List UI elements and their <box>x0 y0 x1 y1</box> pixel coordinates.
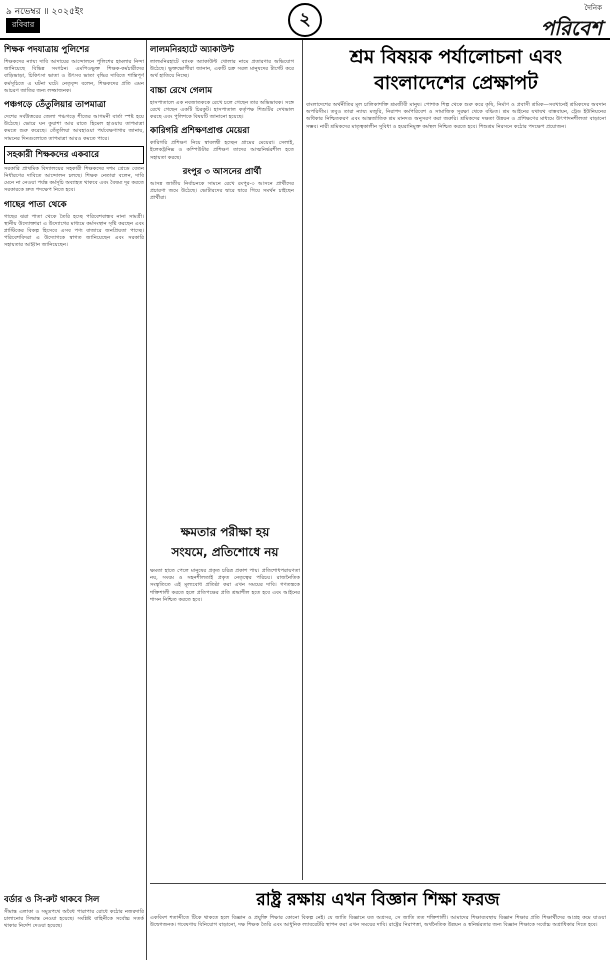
headline: শিক্ষক পদযাত্রায় পুলিশের <box>4 45 90 55</box>
headline-line-1: শ্রম বিষয়ক পর্যালোচনা এবং <box>306 44 606 70</box>
article-body: ক্ষমতা হাতে পেলে মানুষের প্রকৃত চরিত্র প্রকাশ পায়। প্রতিশোধপরায়ণতা নয়, সংযম ও সহনশীলতাই প্রকৃত নেতৃত্বের পরিচয়। রাজনৈতিক সংস্কৃতিতে এই মূল্যবোধ প্রতিষ্ঠা করা এখন সময়ের দাবি। গণতন্ত্রকে শক্তিশালী করতে হলে প্রতিপক্ষের প্রতি শ্রদ্ধাশীল হতে হবে এবং আইনের শাসন নিশ্চিত করতে হবে। <box>150 568 300 603</box>
brand-small: দৈনিক <box>584 4 602 12</box>
article-body: কারিগরি প্রশিক্ষণ নিয়ে স্বাবলম্বী হচ্ছেন গ্রামের মেয়েরা। সেলাই, ইলেকট্রনিক্স ও কম্পিউটার প্রশিক্ষণ তাদের আত্মনির্ভরশীল হতে সহায়তা করছে। <box>150 140 294 161</box>
article-body: হাসপাতালে এক নবজাতককে রেখে চলে গেছেন তার অভিভাবক। সঙ্গে রেখে গেছেন একটি চিরকুট। হাসপাতাল কর্তৃপক্ষ শিশুটির দেখভাল করছে এবং পুলিশকে বিষয়টি জানানো হয়েছে। <box>150 99 294 121</box>
article-body: শিক্ষকদের ন্যায্য দাবি আদায়ের আন্দোলনে পুলিশের হামলার নিন্দা জানিয়েছে বিভিন্ন সংগঠন। এমপিওভুক্ত শিক্ষক-কর্মচারীদের বাড়িভাড়া, চিকিৎসা ভাতা ও উৎসব ভাতা বৃদ্ধির দাবিতে শান্তিপূর্ণ কর্মসূচিতে এ ঘটনা ঘটে। নেতৃবৃন্দ বলেন, শিক্ষকদের প্রতি এমন আচরণ জাতির জন্য লজ্জাজনক। <box>4 59 144 94</box>
issue-day: রবিবার <box>6 18 40 33</box>
article-labour <box>306 42 606 880</box>
article-account <box>150 43 294 81</box>
masthead-logo <box>541 2 602 47</box>
section-divider <box>150 883 606 884</box>
article-body: একবিংশ শতাব্দীতে টিকে থাকতে হলে বিজ্ঞান ও প্রযুক্তি শিক্ষার কোনো বিকল্প নেই। যে জাতি বিজ্ঞানে যত অগ্রসর, সে জাতি তত শক্তিশালী। আমাদের শিক্ষাব্যবস্থায় বিজ্ঞান শিক্ষার প্রতি শিক্ষার্থীদের আগ্রহ কমে যাওয়া উদ্বেগজনক। গবেষণায় বিনিয়োগ বাড়ানো, দক্ষ শিক্ষক তৈরি এবং আধুনিক ল্যাবরেটরি স্থাপন করা এখন সময়ের দাবি। রাষ্ট্রের নিরাপত্তা, অর্থনৈতিক উন্নয়ন ও স্বনির্ভরতার জন্য বিজ্ঞান শিক্ষাকে সর্বোচ্চ অগ্রাধিকার দিতে হবে। <box>150 915 606 929</box>
article-body: লালমনিরহাটে ব্যাংক অ্যাকাউন্ট খোলার নামে প্রতারণার অভিযোগ উঠেছে। ভুক্তভোগীরা জানান, একটি চক্র সরল মানুষদের টার্গেট করে অর্থ হাতিয়ে নিচ্ছে। <box>150 59 294 80</box>
headline: গাছের পাতা থেকে <box>4 199 67 210</box>
column-2 <box>150 40 294 540</box>
article-body: বাংলাদেশের অর্থনীতির মূল চালিকাশক্তি শ্রমজীবী মানুষ। পোশাক শিল্প থেকে শুরু করে কৃষি, নির্মাণ ও প্রবাসী শ্রমিক—সবখানেই শ্রমিকদের অবদান অপরিসীম। তবুও তারা ন্যায্য মজুরি, নিরাপদ কর্মপরিবেশ ও সামাজিক সুরক্ষা থেকে বঞ্চিত। শ্রম আইনের যথাযথ বাস্তবায়ন, ট্রেড ইউনিয়নের অধিকার নিশ্চিতকরণ এবং আন্তর্জাতিক শ্রম মানদণ্ড অনুসরণ করা জরুরি। শ্রমিকদের দক্ষতা উন্নয়ন ও প্রশিক্ষণের মাধ্যমে উৎপাদনশীলতা বাড়ানো সম্ভব। নারী শ্রমিকদের মাতৃত্বকালীন সুবিধা ও হয়রানিমুক্ত কর্মস্থল নিশ্চিত করতে হবে। শিশুশ্রম নিরসনে কঠোর পদক্ষেপ প্রয়োজন। <box>306 102 606 130</box>
article-teachers <box>4 146 144 195</box>
headline: পঞ্চগড়ে তেঁতুলিয়ার তাপমাত্রা <box>4 100 106 111</box>
headline: কারিগরি প্রশিক্ষণপ্রাপ্ত মেয়েরা <box>150 126 250 137</box>
column-1 <box>4 40 144 920</box>
brand-big: পরিবেশ <box>540 16 602 40</box>
headline: রাষ্ট্র রক্ষায় এখন বিজ্ঞান শিক্ষা ফরজ <box>150 888 606 912</box>
article-baby <box>150 84 294 122</box>
headline: বাচ্চা রেখে গেলাম <box>150 85 213 96</box>
article-science <box>150 886 606 960</box>
article-body: সীমান্ত এলাকা ও সমুদ্রপথে অবৈধ পারাপার রোধে কঠোর নজরদারি চালানোর সিদ্ধান্ত নেওয়া হয়েছে। সংশ্লিষ্ট বাহিনীকে সর্বোচ্চ সতর্ক থাকার নির্দেশ দেওয়া হয়েছে। <box>4 909 144 930</box>
column-divider <box>146 40 147 960</box>
headline: সহকারী শিক্ষকদের একবারে <box>4 146 144 164</box>
page-number: ২ <box>288 3 322 37</box>
article-temperature <box>4 98 144 143</box>
headline: লালমনিরহাটে অ্যাকাউন্ট <box>150 45 234 55</box>
column-1-bottom <box>4 890 144 960</box>
headline: বর্ডার ও সি-রুট থাকবে সিল <box>4 895 100 905</box>
issue-date: ৯ নভেম্বর ॥ ২০২৫ইং <box>6 7 84 17</box>
article-training <box>150 124 294 162</box>
headline: রংপুর ৩ আসনের প্রার্থী <box>182 166 262 177</box>
article-body: আসন্ন জাতীয় নির্বাচনকে সামনে রেখে রংপুর-৩ আসনে প্রার্থীদের প্রচারণা জমে উঠেছে। ভোটারদের দ্বারে দ্বারে গিয়ে সমর্থন চাইছেন প্রার্থীরা। <box>150 180 294 202</box>
article-police <box>4 43 144 95</box>
article-body: সরকারি প্রাথমিক বিদ্যালয়ের সহকারী শিক্ষকদের দশম গ্রেডে বেতন নির্ধারণের দাবিতে আন্দোলন চলছে। শিক্ষক নেতারা বলেন, দাবি মেনে না নেওয়া পর্যন্ত কর্মসূচি অব্যাহত থাকবে এবং বৈষম্য দূর করতে সরকারকে দ্রুত পদক্ষেপ নিতে হবে। <box>4 165 144 194</box>
column-divider <box>302 40 303 880</box>
headline-line-2: বাংলাদেশের প্রেক্ষাপট <box>306 70 606 96</box>
article-power <box>150 520 300 890</box>
headline-line-1: ক্ষমতার পরীক্ষা হয় <box>180 525 270 539</box>
article-rangpur <box>150 165 294 203</box>
article-leaves <box>4 198 144 250</box>
page-header <box>0 0 610 40</box>
article-body: দেশের সর্বউত্তরের জেলা পঞ্চগড়ে শীতের আগমনী বার্তা স্পষ্ট হয়ে উঠেছে। ভোরে ঘন কুয়াশা আর রাতে হিমেল হাওয়ায় তাপমাত্রা কমতে শুরু করেছে। তেঁতুলিয়া আবহাওয়া পর্যবেক্ষণাগার জানায়, সামনের দিনগুলোতে তাপমাত্রা আরও কমতে পারে। <box>4 114 144 142</box>
article-body: গাছের ঝরা পাতা থেকে তৈরি হচ্ছে পরিবেশবান্ধব নানা সামগ্রী। স্থানীয় উদ্যোক্তারা এ উদ্যোগের মাধ্যমে কর্মসংস্থান সৃষ্টি করছেন এবং প্লাস্টিকের বিকল্প হিসেবে এসব পণ্য বাজারে জনপ্রিয়তা পাচ্ছে। পরিবেশবিদরা এ উদ্যোগকে স্বাগত জানিয়েছেন এবং সরকারি সহায়তার আহ্বান জানিয়েছেন। <box>4 213 144 249</box>
headline-line-2: সংযমে, প্রতিশোধে নয় <box>171 545 279 559</box>
